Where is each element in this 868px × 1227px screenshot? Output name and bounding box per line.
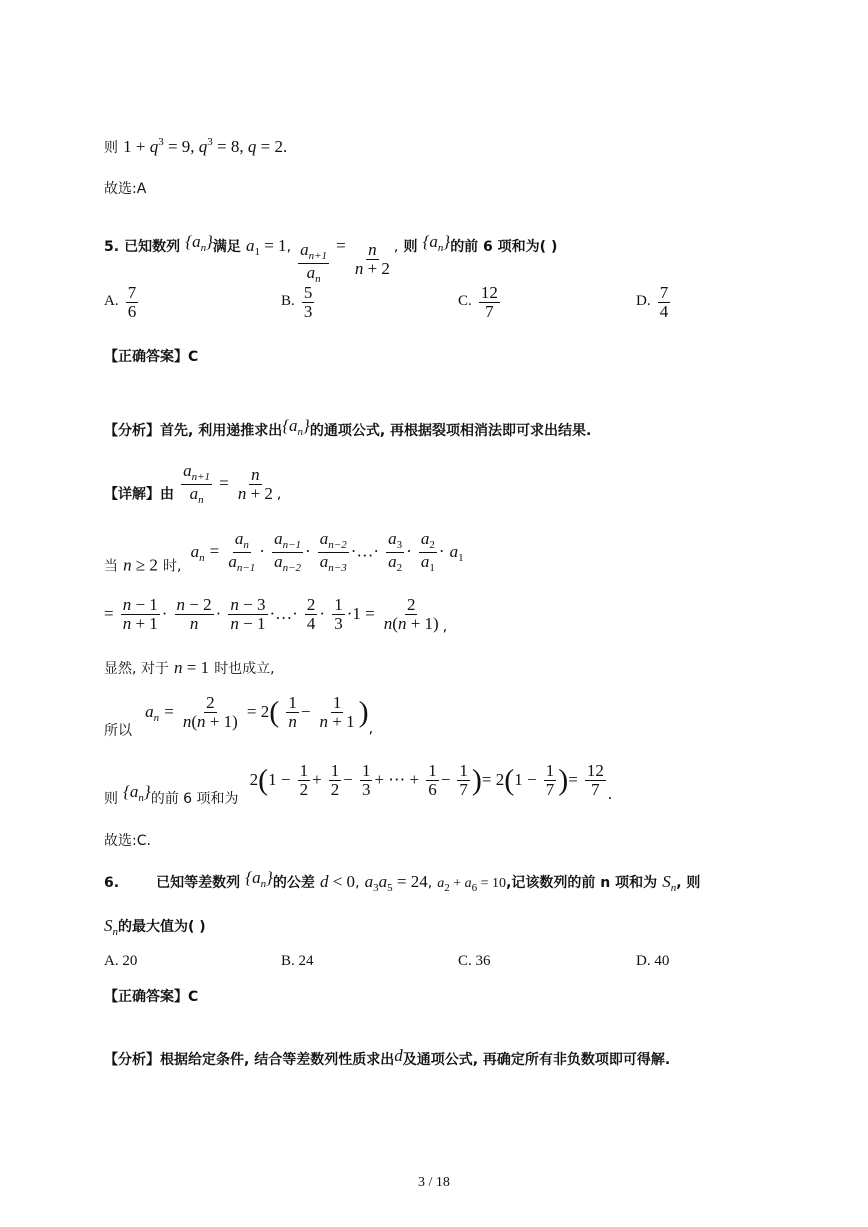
product-expansion: = $\frac{n - 1}{n + 1}$ · $\frac{n - 2}{n}$ · $\frac{n - 3}{n - 1}$ ·…· $\frac{2}{4}$ · $\frac{1}{3}$ ·1 = $\frac{2}{n(n + 1)}$ , [104, 595, 448, 635]
analysis-q5: 【分析】首先, 利用递推求出$\{a_n\}$的通项公式, 再根据裂项相消法即可求出结果. [104, 416, 592, 439]
formula-a1: $a_1 = 1$ [245, 236, 287, 258]
option-b[interactable]: B. $\frac{5}{3}$ [281, 283, 313, 321]
option-c-q6[interactable]: C. 36 [458, 953, 491, 969]
seq-a-n: $\{a_n\}$ [185, 232, 213, 254]
option-a-q6[interactable]: A. 20 [104, 953, 138, 969]
option-a[interactable]: A. $\frac{7}{6}$ [104, 283, 137, 321]
question-6-cont: $S_n$的最大值为( ) [104, 916, 206, 938]
option-c[interactable]: C. $\frac{12}{7}$ [458, 283, 498, 321]
obviously-line: 显然, 对于 n = 1 时也成立, [104, 658, 275, 677]
option-d-q6[interactable]: D. 40 [636, 953, 670, 969]
line-conclusion-q: 则 $1 + q^3 = 9$, $q^3 = 8$, q = 2. [104, 136, 288, 156]
formula-n-over-n2: $\frac{n}{n + 2}$ [354, 240, 390, 278]
choose-q5: 故选:C. [104, 833, 151, 849]
formula-ratio: $\frac{a_{n+1}}{a_n}$ [300, 240, 328, 285]
when-n-ge-2: 当 n ≥ 2 时, $a_n$ = $\frac{a_n}{a_{n-1}}$ · $\frac{a_{n-1}}{a_{n-2}}$ · $\frac{a_{n-2}}{a_{n-3}}$ ·…· $\frac{a_3}{a_2}$ · $\frac{a_2}{a_1}$ · $a_1$ [104, 529, 464, 575]
formula-q-value: $1 + q^3 = 9$, $q^3 = 8$, q = 2 [123, 136, 283, 156]
choose-line: 故选:A [104, 181, 147, 197]
answer-q6: 【正确答案】C [104, 989, 199, 1005]
seq-a-n: $\{a_n\}$ [422, 232, 451, 254]
question-6: 6. 已知等差数列 $\{a_n\}$的公差 d < 0, $a_3a_5 = 24$, $a_2 + a_6 = 10$,记该数列的前 n 项和为 $S_n$, 则 [104, 868, 701, 894]
sum-line: 则 $\{a_n\}$的前 6 项和为 2(1 − $\frac{1}{2}$ + $\frac{1}{2}$ − $\frac{1}{3}$ + ⋯ + $\frac{1}{6}$ − $\frac{1}{7}$ )= 2(1 − $\frac{1}{7}$ )= $\frac{12}{7}$ . [104, 761, 613, 807]
option-b-q6[interactable]: B. 24 [281, 953, 314, 969]
question-5: 5. 已知数列 $\{a_n\}$满足 $a_1 = 1$, $\frac{a_{n+1}}{a_n}$ = $\frac{n}{n + 2}$ , 则 $\{a_n\}$的前 6 项和为( ) [104, 232, 558, 285]
so-line: 所以 $a_n$ = $\frac{2}{n(n + 1)}$ = 2( $\frac{1}{n}$ − $\frac{1}{n + 1}$ ), [104, 693, 374, 739]
page-number: 3 / 18 [418, 1175, 450, 1190]
text-then: 则 [104, 140, 118, 156]
detail-q5: 【详解】由 $\frac{a_{n+1}}{a_n}$ = $\frac{n}{n + 2}$ , [104, 461, 282, 506]
analysis-q6: 【分析】根据给定条件, 结合等差数列性质求出d及通项公式, 再确定所有非负数项即可得解. [104, 1046, 671, 1068]
answer-q5: 【正确答案】C [104, 349, 199, 365]
option-d[interactable]: D. $\frac{7}{4}$ [636, 283, 669, 321]
